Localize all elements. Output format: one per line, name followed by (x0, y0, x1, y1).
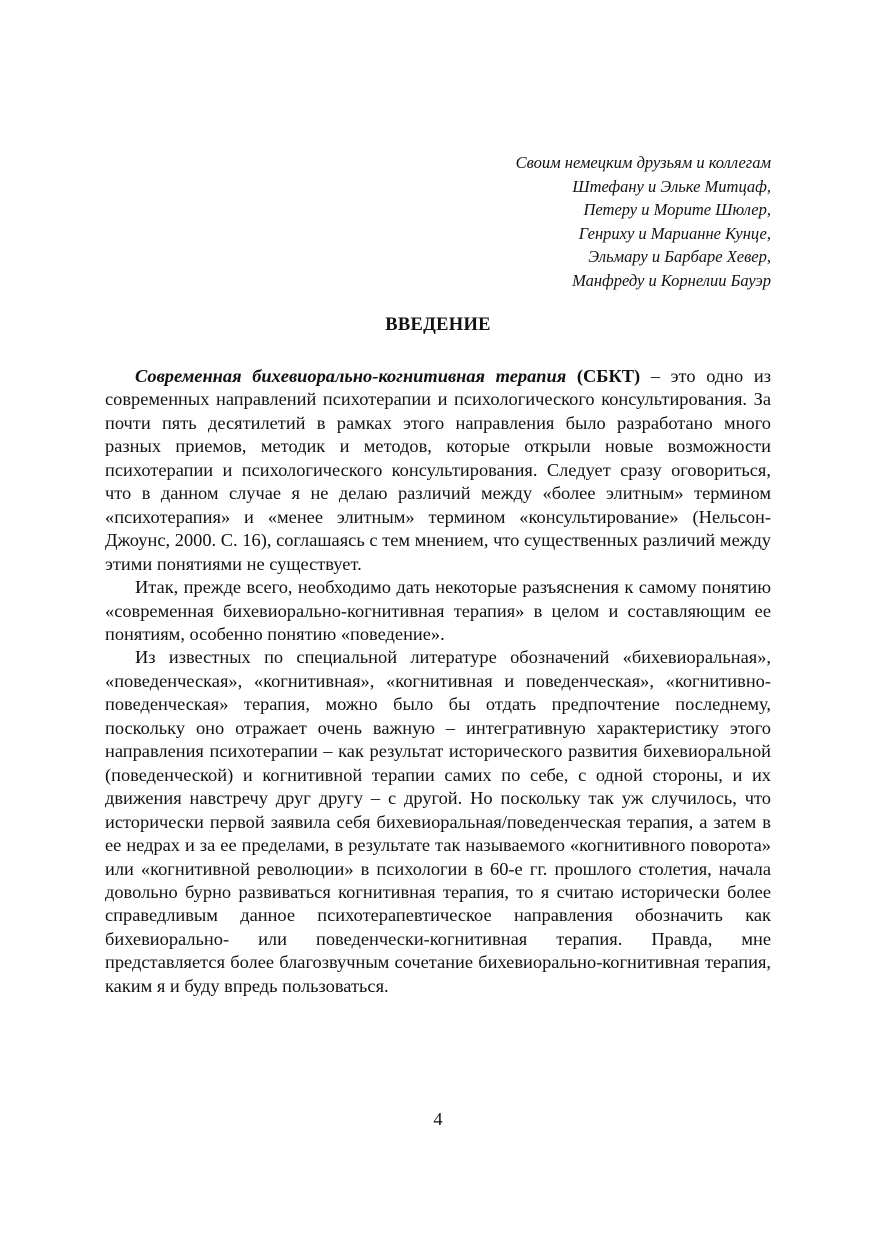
body-text (105, 365, 771, 998)
dedication-line: Петеру и Морите Шюлер, (583, 200, 771, 220)
dedication-line: Своим немецким друзьям и коллегам (515, 153, 771, 172)
paragraph-intro (105, 365, 771, 576)
paragraph-clarification: Итак, прежде всего, необходимо дать некоторые разъяснения к самому понятию «современная бихевиорально-когнитивная терапия» в целом и составляющим ее понятиям, особенно понятию «поведение». (105, 577, 771, 644)
dedication-line: Штефану и Эльке Митцаф, (572, 176, 771, 196)
term-emphasis: Современная бихевиорально-когнитивная терапия (135, 366, 567, 386)
term-abbreviation: (СБКТ) (576, 366, 641, 386)
page-number: 4 (433, 1109, 443, 1129)
dedication-line: Генриху и Марианне Кунце, (578, 223, 771, 243)
dedication-line: Эльмару и Барбаре Хевер, (588, 247, 771, 267)
dedication (516, 151, 771, 293)
dedication-line: Манфреду и Корнелии Бауэр (572, 270, 771, 290)
paragraph-intro-text: – это одно из современных направлений психотерапии и психологического консультирования. За почти пять десятилетий в рамках этого направления было разработано много разных приемов, методик и методов, которые открыли новые возможности психотерапии и психологического консультирования. Следует сразу оговориться, что в данном случае я не делаю различий между «более элитным» термином «психотерапия» и «менее элитным» термином «консультирование» (Нельсон-Джоунс, 2000. С. 16), соглашаясь с тем мнением, что существенных различий между этими понятиями не существует. (105, 366, 772, 574)
chapter-heading: ВВЕДЕНИЕ (385, 315, 491, 335)
paragraph-terminology: Из известных по специальной литературе обозначений «бихевиоральная», «поведенческая», «когнитивная», «когнитивная и поведенческая», «когнитивно-поведенческая» терапия, можно было бы отдать предпочтение последнему, поскольку оно отражает очень важную – интегративную характеристику этого направления психотерапии – как результат исторического развития бихевиоральной (поведенческой) и когнитивной терапии самих по себе, с одной стороны, и их движения навстречу друг другу – с другой. Но поскольку так уж случилось, что исторически первой заявила себя бихевиоральная/поведенческая терапия, а затем в ее недрах и за ее пределами, в результате так называемого «когнитивного поворота» или «когнитивной революции» в психологии в 60-е гг. прошлого столетия, начала довольно бурно развиваться когнитивная терапия, то я считаю исторически более справедливым данное психотерапевтическое направления обозначить как бихевиорально- или поведенчески-когнитивная терапия. Правда, мне представляется более благозвучным сочетание бихевиорально-когнитивная терапия, каким я и буду впредь пользоваться. (105, 647, 771, 996)
